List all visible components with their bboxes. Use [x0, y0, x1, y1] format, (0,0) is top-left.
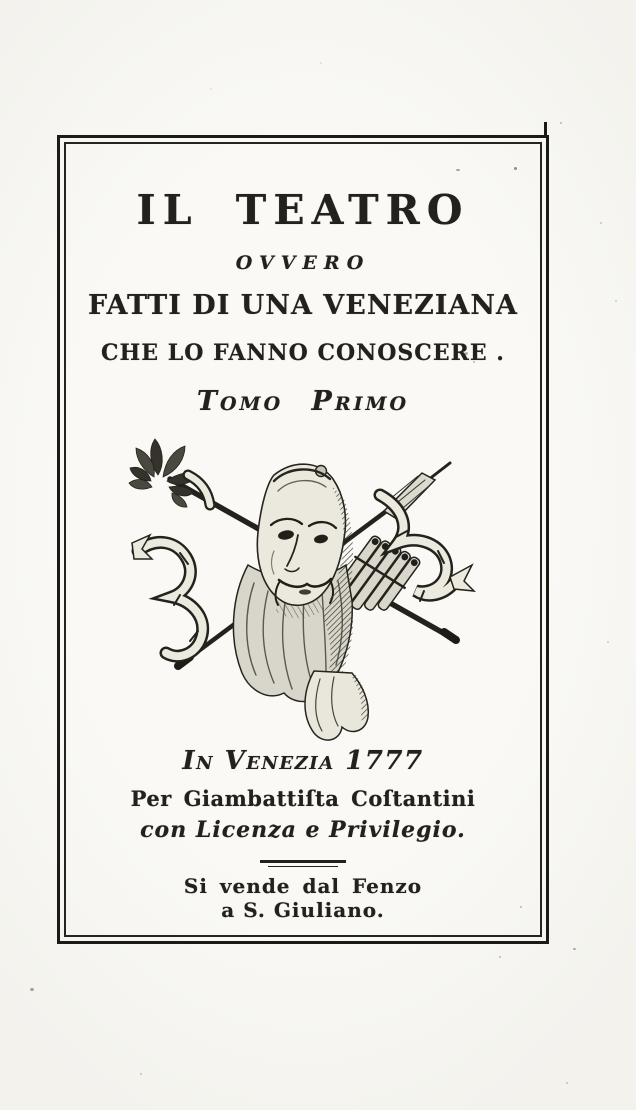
mask-icon: [233, 464, 353, 701]
paper-speck: [514, 167, 517, 170]
paper-speck: [140, 1073, 142, 1075]
printer-line: Per Giambattiſta Coſtantini: [130, 786, 476, 811]
title-vignette: [128, 433, 480, 745]
place-year-line: In Venezia 1777: [182, 746, 424, 776]
vendor-line-1: Si vende dal Fenzo: [183, 874, 423, 898]
subtitle-line-1: FATTI DI UNA VENEZIANA: [87, 290, 519, 321]
book-title: IL TEATRO: [136, 186, 470, 234]
vendor-line-2: a S. Giuliano.: [221, 898, 385, 922]
paper-speck: [30, 988, 34, 991]
subtitle-line-2: CHE LO FANNO CONOSCERE .: [101, 340, 505, 366]
mask-emblem-group: [129, 439, 474, 740]
paper-speck: [210, 88, 212, 90]
drapery-icon: [305, 671, 368, 740]
paper-speck: [499, 956, 501, 958]
paper-speck: [473, 361, 475, 363]
paper-speck: [465, 352, 468, 355]
paper-speck: [600, 222, 602, 224]
volume-label: Tomo Primo: [196, 386, 410, 417]
paper-speck: [573, 948, 576, 950]
paper-speck: [520, 906, 522, 908]
paper-speck: [615, 300, 617, 302]
ribbon-left-icon: [132, 535, 203, 656]
paper-speck: [566, 1082, 568, 1084]
paper-speck: [607, 641, 609, 643]
privilege-line: con Licenza e Privilegio.: [140, 817, 466, 843]
paper-speck: [560, 122, 562, 124]
paper-speck: [320, 62, 322, 64]
imprint-divider-rule: [57, 860, 549, 867]
frame-corner-tick: [544, 122, 547, 136]
paper-speck: [456, 169, 460, 171]
title-conjunction: OVVERO: [235, 252, 371, 274]
